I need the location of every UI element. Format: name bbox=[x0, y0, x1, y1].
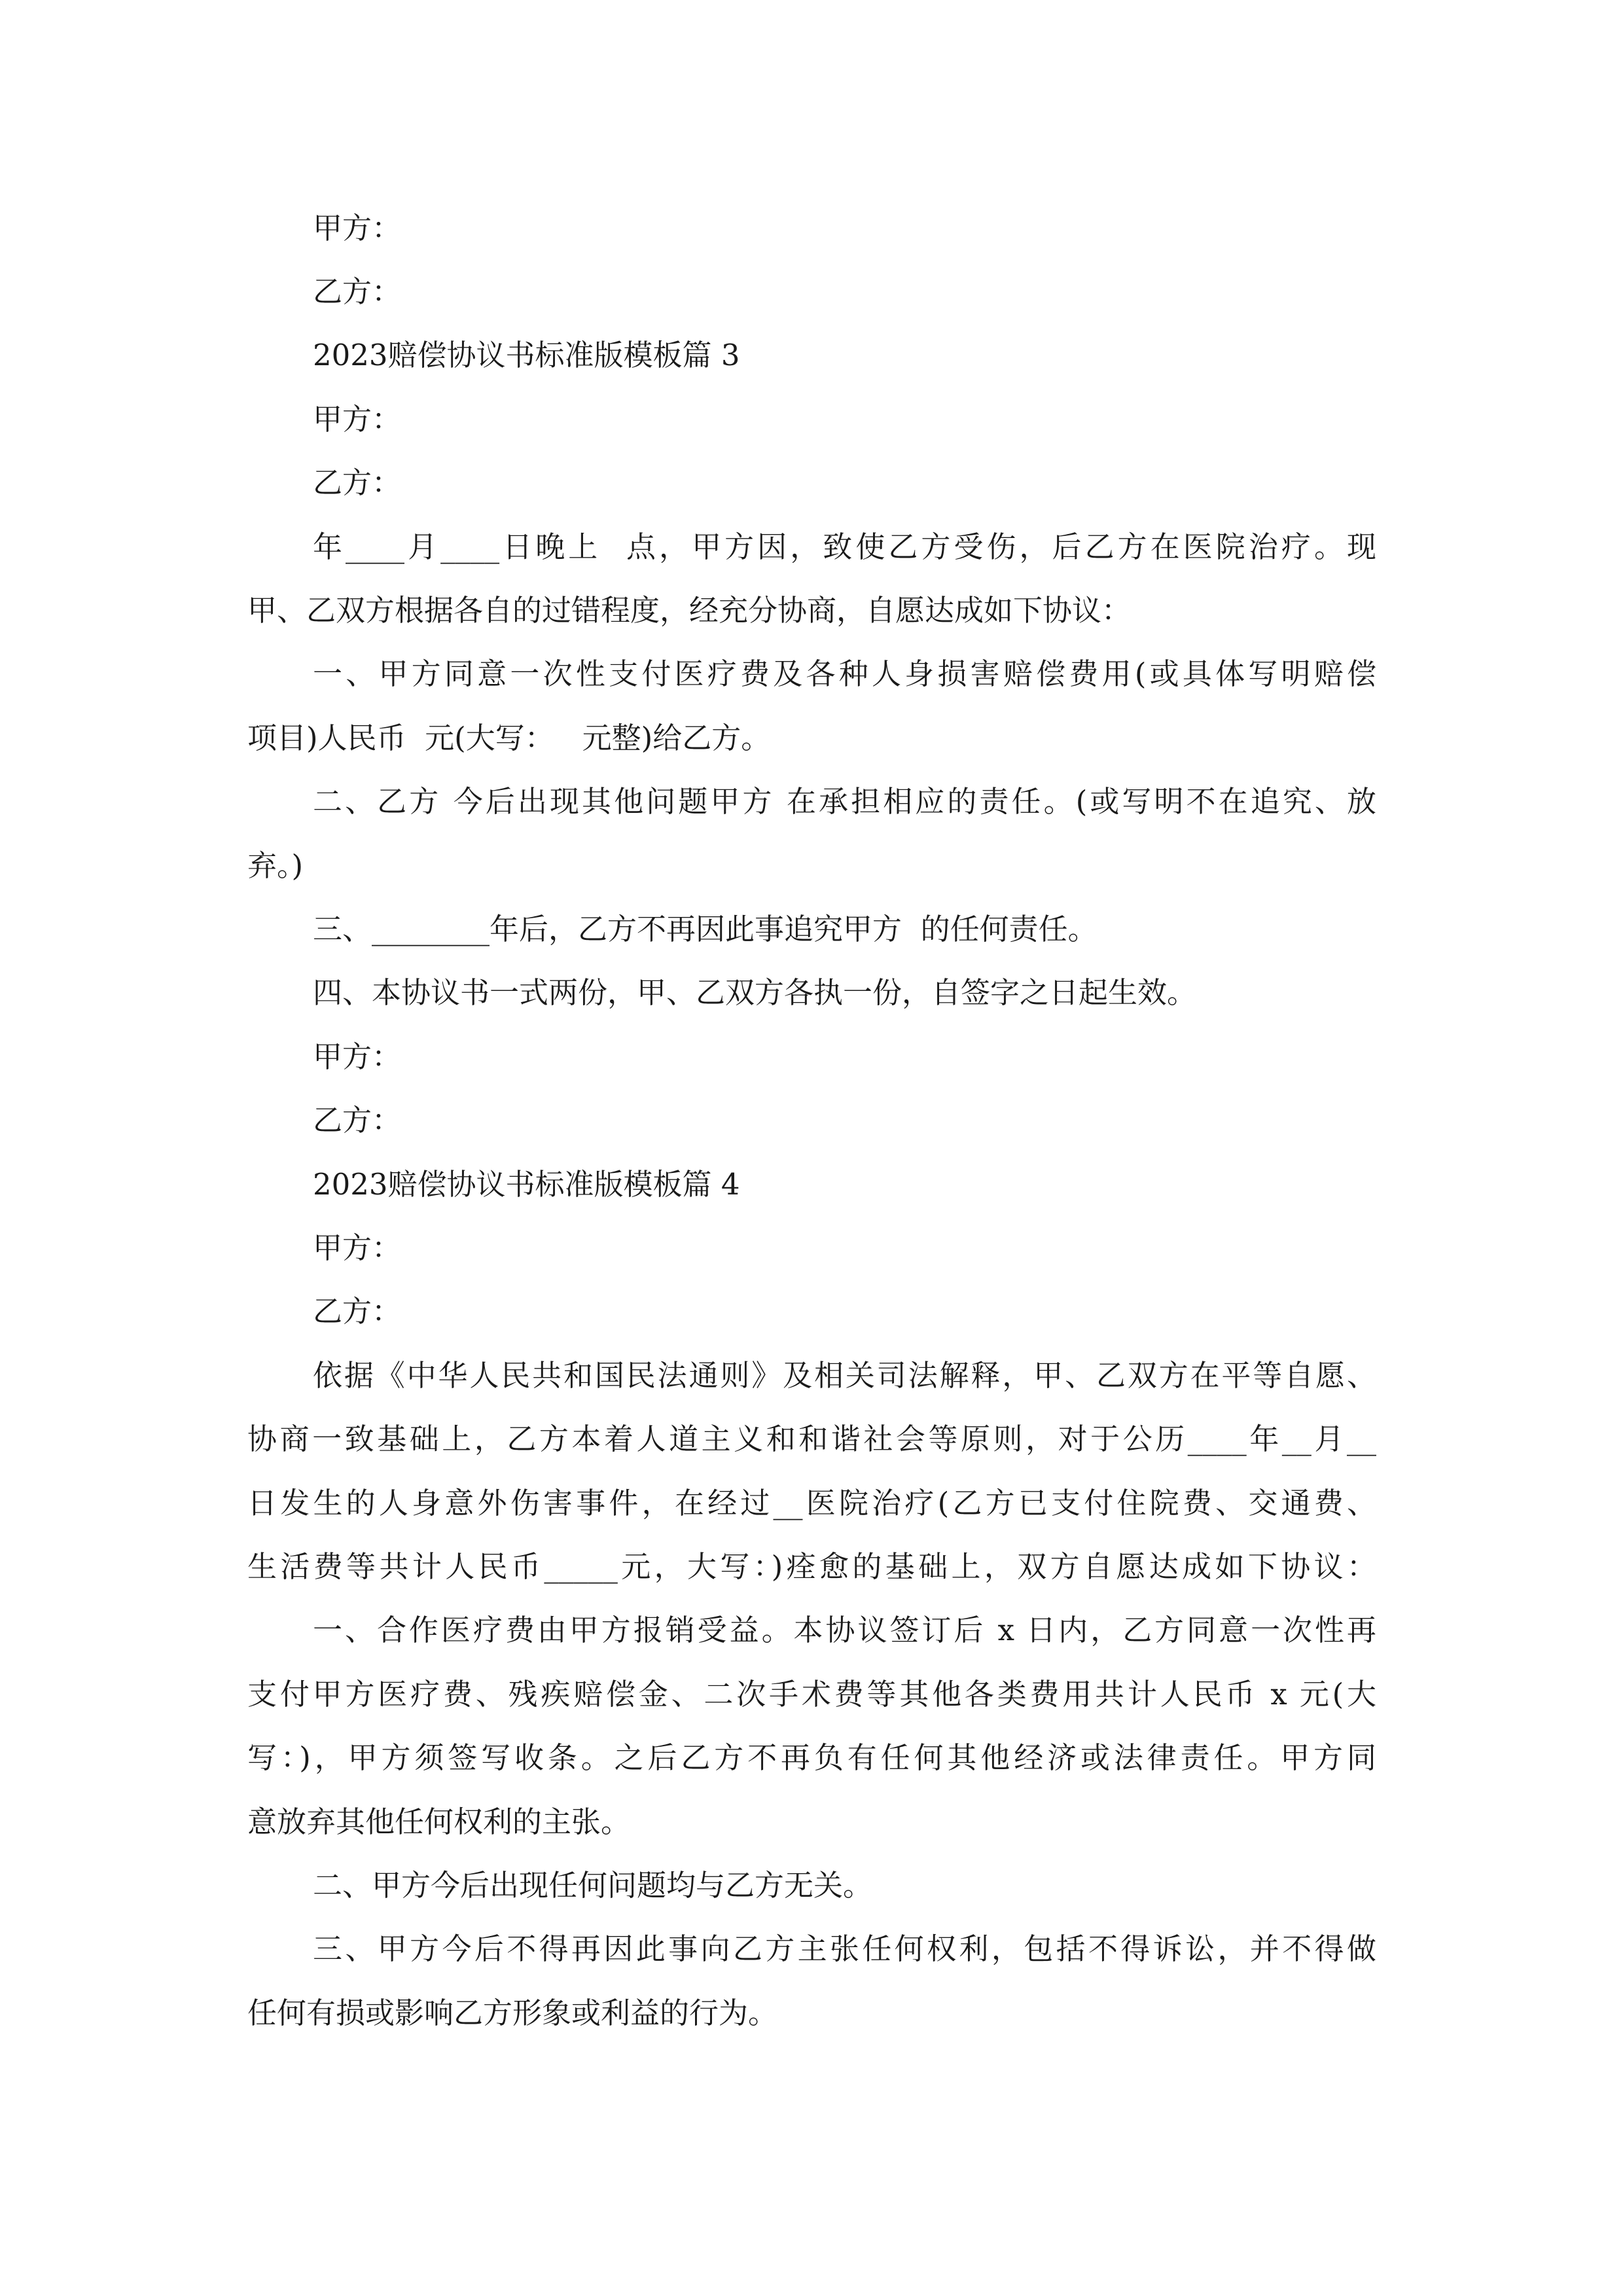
paragraph-line: 三、________年后，乙方不再因此事追究甲方 的任何责任。 bbox=[313, 912, 1097, 946]
section-title: 2023赔偿协议书标准版模板篇 3 bbox=[313, 338, 740, 372]
paragraph-line: 协商一致基础上，乙方本着人道主义和和谐社会等原则，对于公历____年__月__ bbox=[247, 1422, 1376, 1456]
paragraph-line: 一、合作医疗费由甲方报销受益。本协议签订后 x 日内，乙方同意一次性再 bbox=[313, 1613, 1376, 1647]
paragraph-line: 三、甲方今后不得再因此事向乙方主张任何权利，包括不得诉讼，并不得做 bbox=[313, 1931, 1376, 1966]
party-a-label: 甲方： bbox=[313, 1039, 402, 1074]
paragraph-line: 甲、乙双方根据各自的过错程度，经充分协商，自愿达成如下协议： bbox=[247, 593, 1132, 628]
party-b-label: 乙方： bbox=[313, 1103, 402, 1138]
party-a-label: 甲方： bbox=[313, 211, 402, 245]
paragraph-line: 写：)，甲方须签写收条。之后乙方不再负有任何其他经济或法律责任。甲方同 bbox=[247, 1740, 1376, 1775]
paragraph-line: 年____月____日晚上 点，甲方因，致使乙方受伤，后乙方在医院治疗。现 bbox=[313, 529, 1376, 564]
paragraph-line: 弃。) bbox=[247, 848, 304, 883]
paragraph-line: 支付甲方医疗费、残疾赔偿金、二次手术费等其他各类费用共计人民币 x 元(大 bbox=[247, 1677, 1376, 1712]
paragraph-line: 意放弃其他任何权利的主张。 bbox=[247, 1804, 631, 1839]
section-title: 2023赔偿协议书标准版模板篇 4 bbox=[313, 1167, 740, 1202]
party-a-label: 甲方： bbox=[313, 402, 402, 437]
paragraph-line: 依据《中华人民共和国民法通则》及相关司法解释，甲、乙双方在平等自愿、 bbox=[313, 1358, 1376, 1393]
party-b-label: 乙方： bbox=[313, 1294, 402, 1329]
paragraph-line: 任何有损或影响乙方形象或利益的行为。 bbox=[247, 1996, 778, 2030]
paragraph-line: 日发生的人身意外伤害事件，在经过__医院治疗(乙方已支付住院费、交通费、 bbox=[247, 1486, 1376, 1520]
party-b-label: 乙方： bbox=[313, 274, 402, 309]
paragraph-line: 二、甲方今后出现任何问题均与乙方无关。 bbox=[313, 1868, 873, 1903]
party-a-label: 甲方： bbox=[313, 1230, 402, 1265]
paragraph-line: 四、本协议书一式两份，甲、乙双方各执一份，自签字之日起生效。 bbox=[313, 975, 1197, 1010]
party-b-label: 乙方： bbox=[313, 465, 402, 500]
paragraph-line: 项目)人民币 元(大写： 元整)给乙方。 bbox=[247, 721, 771, 755]
paragraph-line: 二、乙方 今后出现其他问题甲方 在承担相应的责任。(或写明不在追究、放 bbox=[313, 784, 1376, 819]
paragraph-line: 一、甲方同意一次性支付医疗费及各种人身损害赔偿费用(或具体写明赔偿 bbox=[313, 656, 1376, 691]
paragraph-line: 生活费等共计人民币_____元，大写：)痊愈的基础上，双方自愿达成如下协议： bbox=[247, 1549, 1376, 1584]
